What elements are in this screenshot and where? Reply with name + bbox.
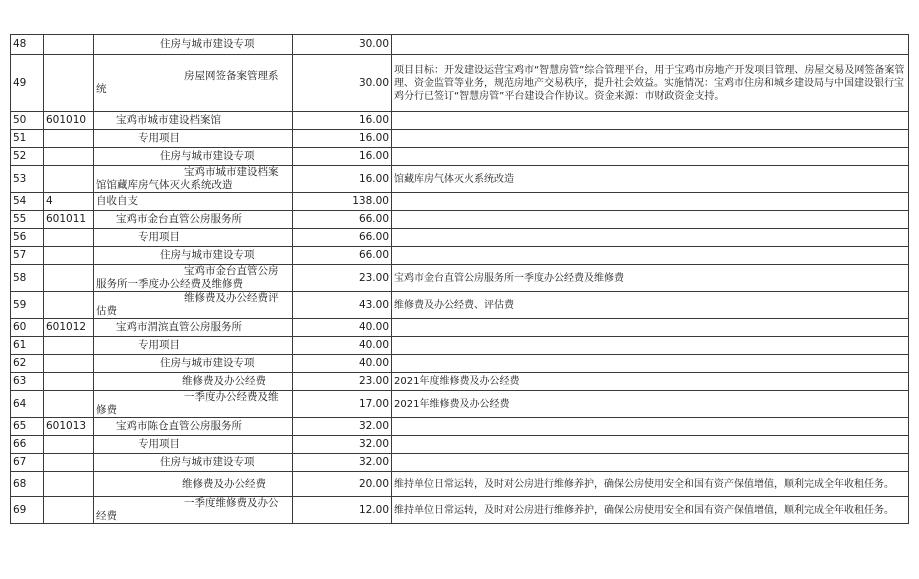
row-number: 62 <box>11 355 44 373</box>
amount: 32.00 <box>293 436 392 454</box>
budget-table-body <box>11 35 909 524</box>
table-row <box>11 55 909 112</box>
unit-code <box>44 292 94 319</box>
item-name: 维修费及办公经费 <box>94 373 293 391</box>
item-name-wrapped <box>96 70 290 96</box>
table-row <box>11 193 909 211</box>
amount: 16.00 <box>293 130 392 148</box>
row-number: 65 <box>11 418 44 436</box>
table-row <box>11 436 909 454</box>
description: 2021年维修费及办公经费 <box>392 391 909 418</box>
item-name: 专用项目 <box>94 436 293 454</box>
amount: 32.00 <box>293 418 392 436</box>
item-name: 宝鸡市城市建设档案馆 <box>94 112 293 130</box>
item-name-line1: 一季度维修费及办公 <box>184 497 279 509</box>
amount: 40.00 <box>293 319 392 337</box>
item-name-line2: 经费 <box>96 510 117 522</box>
item-name-line2: 服务所一季度办公经费及维修费 <box>96 278 243 290</box>
table-row <box>11 112 909 130</box>
item-name-line1: 一季度办公经费及维 <box>184 391 279 403</box>
unit-code: 601010 <box>44 112 94 130</box>
amount: 16.00 <box>293 112 392 130</box>
item-name: 住房与城市建设专项 <box>94 247 293 265</box>
item-name: 住房与城市建设专项 <box>94 355 293 373</box>
description <box>392 247 909 265</box>
amount: 20.00 <box>293 472 392 497</box>
unit-code <box>44 472 94 497</box>
unit-code <box>44 55 94 112</box>
amount: 12.00 <box>293 497 392 524</box>
unit-code: 4 <box>44 193 94 211</box>
unit-code <box>44 454 94 472</box>
item-name <box>94 497 293 524</box>
item-name: 宝鸡市陈仓直管公房服务所 <box>94 418 293 436</box>
unit-code: 601013 <box>44 418 94 436</box>
table-row <box>11 497 909 524</box>
description <box>392 130 909 148</box>
item-name-wrapped <box>96 166 290 192</box>
row-number: 68 <box>11 472 44 497</box>
row-number: 58 <box>11 265 44 292</box>
unit-code <box>44 373 94 391</box>
row-number: 60 <box>11 319 44 337</box>
unit-code <box>44 265 94 292</box>
unit-code <box>44 130 94 148</box>
item-name-wrapped <box>96 265 290 291</box>
row-number: 54 <box>11 193 44 211</box>
amount: 16.00 <box>293 148 392 166</box>
unit-code: 601012 <box>44 319 94 337</box>
amount: 30.00 <box>293 35 392 55</box>
amount: 40.00 <box>293 355 392 373</box>
description <box>392 319 909 337</box>
description <box>392 418 909 436</box>
amount: 23.00 <box>293 265 392 292</box>
table-row <box>11 35 909 55</box>
unit-code <box>44 355 94 373</box>
budget-table <box>10 34 909 524</box>
item-name-line1: 房屋网签备案管理系 <box>184 70 279 82</box>
unit-code <box>44 436 94 454</box>
table-row <box>11 166 909 193</box>
table-row <box>11 472 909 497</box>
unit-code <box>44 166 94 193</box>
description <box>392 229 909 247</box>
row-number: 57 <box>11 247 44 265</box>
item-name: 专用项目 <box>94 130 293 148</box>
description <box>392 148 909 166</box>
row-number: 56 <box>11 229 44 247</box>
unit-code <box>44 229 94 247</box>
table-row <box>11 337 909 355</box>
description <box>392 337 909 355</box>
table-row <box>11 454 909 472</box>
description: 2021年度维修费及办公经费 <box>392 373 909 391</box>
table-row <box>11 148 909 166</box>
item-name: 住房与城市建设专项 <box>94 148 293 166</box>
row-number: 53 <box>11 166 44 193</box>
description: 馆藏库房气体灭火系统改造 <box>392 166 909 193</box>
description <box>392 355 909 373</box>
unit-code <box>44 35 94 55</box>
description: 宝鸡市金台直管公房服务所一季度办公经费及维修费 <box>392 265 909 292</box>
item-name-wrapped <box>96 391 290 417</box>
item-name: 住房与城市建设专项 <box>94 35 293 55</box>
item-name: 宝鸡市金台直管公房服务所 <box>94 211 293 229</box>
row-number: 67 <box>11 454 44 472</box>
description <box>392 454 909 472</box>
description: 维修费及办公经费、评估费 <box>392 292 909 319</box>
table-row <box>11 418 909 436</box>
amount: 66.00 <box>293 211 392 229</box>
item-name-line1: 宝鸡市城市建设档案 <box>184 166 279 178</box>
amount: 66.00 <box>293 247 392 265</box>
table-row <box>11 229 909 247</box>
item-name-line1: 维修费及办公经费评 <box>184 292 279 304</box>
description: 维持单位日常运转，及时对公房进行维修养护，确保公房使用安全和国有资产保值增值，顺利完成全年收租任务。 <box>392 497 909 524</box>
amount: 40.00 <box>293 337 392 355</box>
item-name: 自收自支 <box>94 193 293 211</box>
table-row <box>11 355 909 373</box>
item-name: 专用项目 <box>94 337 293 355</box>
item-name: 住房与城市建设专项 <box>94 454 293 472</box>
description <box>392 193 909 211</box>
row-number: 69 <box>11 497 44 524</box>
item-name-wrapped <box>96 497 290 523</box>
amount: 43.00 <box>293 292 392 319</box>
unit-code <box>44 247 94 265</box>
description <box>392 436 909 454</box>
description: 维持单位日常运转，及时对公房进行维修养护，确保公房使用安全和国有资产保值增值，顺利完成全年收租任务。 <box>392 472 909 497</box>
table-row <box>11 247 909 265</box>
row-number: 59 <box>11 292 44 319</box>
amount: 30.00 <box>293 55 392 112</box>
table-row <box>11 211 909 229</box>
amount: 66.00 <box>293 229 392 247</box>
amount: 16.00 <box>293 166 392 193</box>
table-row <box>11 319 909 337</box>
item-name <box>94 292 293 319</box>
table-row <box>11 130 909 148</box>
item-name-line2: 统 <box>96 83 107 95</box>
description <box>392 35 909 55</box>
item-name-line1: 宝鸡市金台直管公房 <box>184 265 279 277</box>
amount: 17.00 <box>293 391 392 418</box>
unit-code <box>44 391 94 418</box>
table-row <box>11 292 909 319</box>
row-number: 63 <box>11 373 44 391</box>
description <box>392 211 909 229</box>
description <box>392 112 909 130</box>
row-number: 51 <box>11 130 44 148</box>
unit-code <box>44 148 94 166</box>
item-name-line2: 估费 <box>96 305 117 317</box>
row-number: 52 <box>11 148 44 166</box>
row-number: 50 <box>11 112 44 130</box>
row-number: 55 <box>11 211 44 229</box>
item-name <box>94 55 293 112</box>
row-number: 64 <box>11 391 44 418</box>
row-number: 61 <box>11 337 44 355</box>
item-name-line2: 馆馆藏库房气体灭火系统改造 <box>96 179 233 191</box>
item-name <box>94 166 293 193</box>
amount: 32.00 <box>293 454 392 472</box>
row-number: 49 <box>11 55 44 112</box>
unit-code <box>44 337 94 355</box>
unit-code <box>44 497 94 524</box>
row-number: 48 <box>11 35 44 55</box>
item-name-wrapped <box>96 292 290 318</box>
item-name: 专用项目 <box>94 229 293 247</box>
item-name: 维修费及办公经费 <box>94 472 293 497</box>
amount: 23.00 <box>293 373 392 391</box>
description: 项目目标：开发建设运营宝鸡市“智慧房管”综合管理平台，用于宝鸡市房地产开发项目管理、房屋交易及网签备案管理、资金监管等业务，规范房地产交易秩序，提升社会效益。实施情况：宝鸡市住房和城乡建设局与中国建设银行宝鸡分行已签订“智慧房管”平台建设合作协议。资金来源：市财政资金支持。 <box>392 55 909 112</box>
item-name <box>94 391 293 418</box>
table-row <box>11 391 909 418</box>
row-number: 66 <box>11 436 44 454</box>
table-row <box>11 265 909 292</box>
unit-code: 601011 <box>44 211 94 229</box>
item-name <box>94 265 293 292</box>
item-name: 宝鸡市渭滨直管公房服务所 <box>94 319 293 337</box>
amount: 138.00 <box>293 193 392 211</box>
table-row <box>11 373 909 391</box>
item-name-line2: 修费 <box>96 404 117 416</box>
